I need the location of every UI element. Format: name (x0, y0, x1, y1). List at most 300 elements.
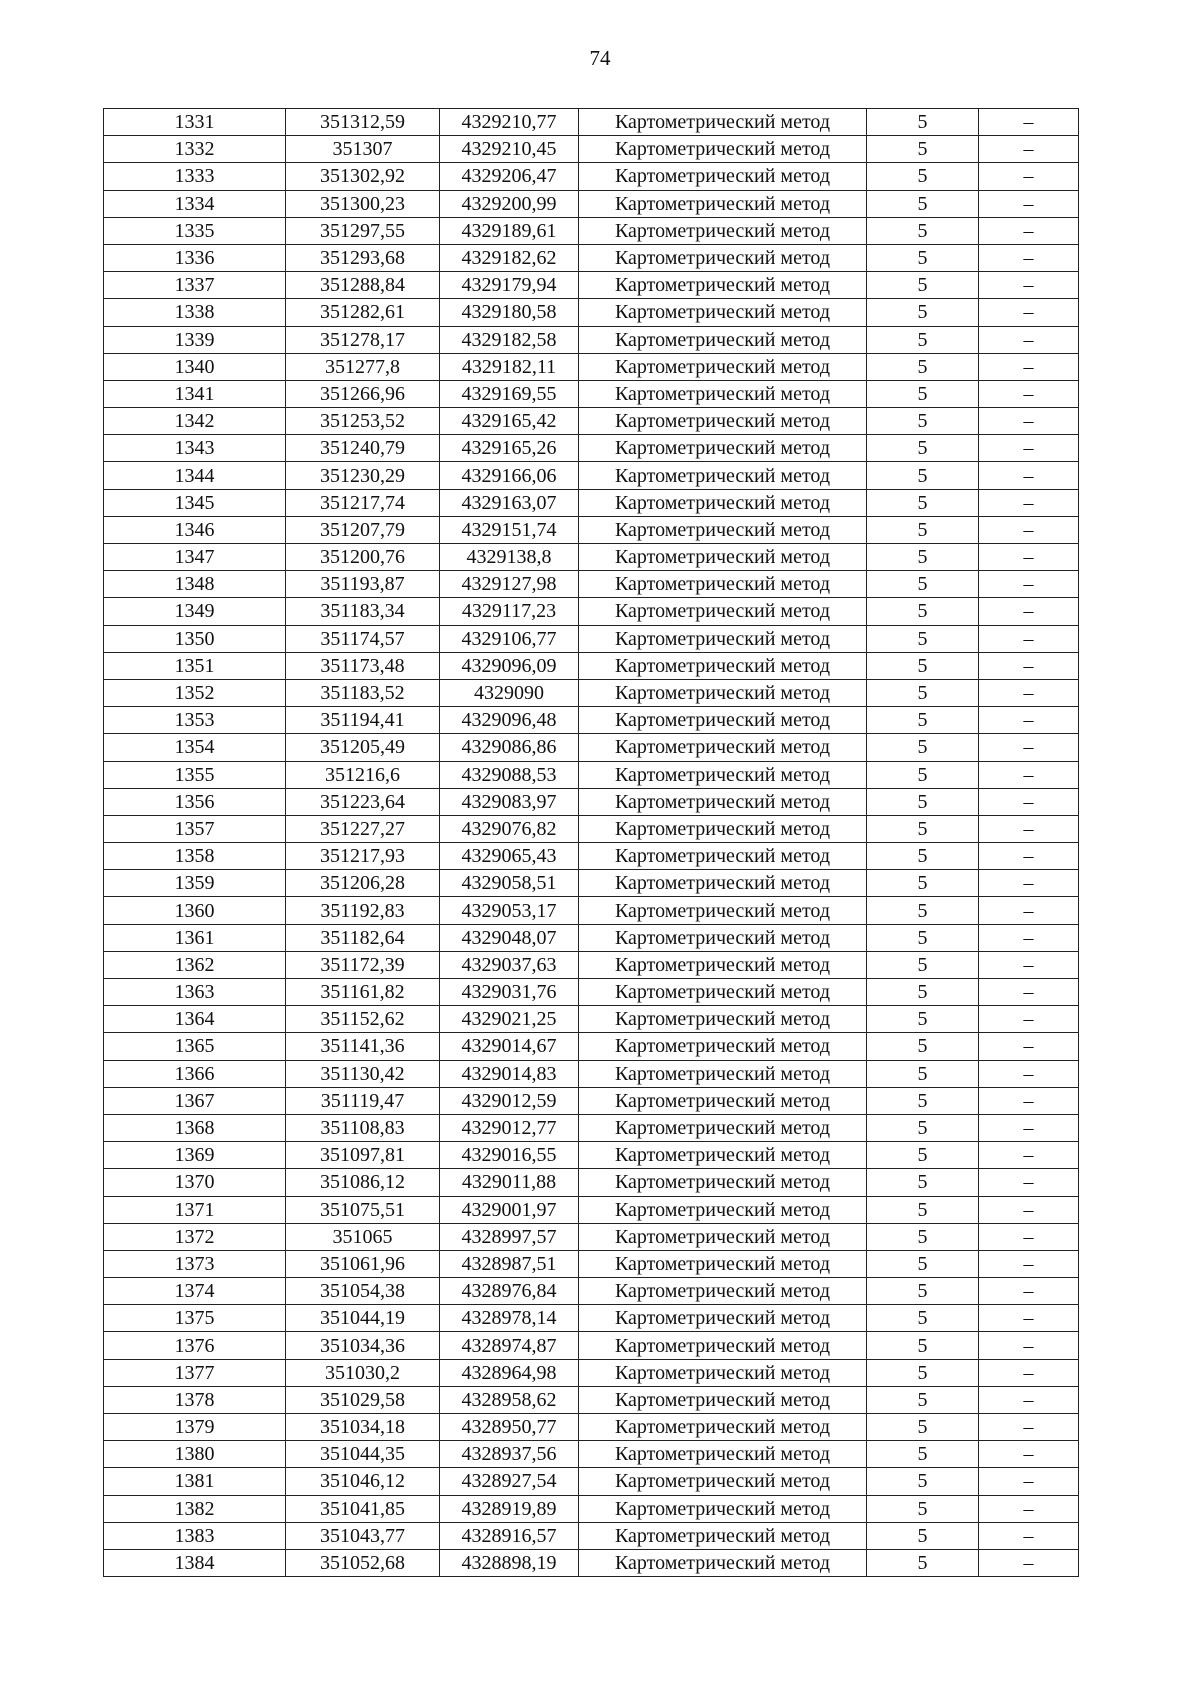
dash-cell: – (979, 1006, 1079, 1033)
dash-cell: – (979, 897, 1079, 924)
y-coordinate-cell: 4329169,55 (440, 380, 579, 407)
method-cell: Картометрический метод (579, 1549, 867, 1576)
accuracy-cell: 5 (867, 679, 979, 706)
table-row (104, 516, 1079, 543)
table-row (104, 1223, 1079, 1250)
x-coordinate-cell: 351206,28 (286, 870, 440, 897)
x-coordinate-cell: 351217,93 (286, 843, 440, 870)
y-coordinate-cell: 4328997,57 (440, 1223, 579, 1250)
table-row (104, 924, 1079, 951)
x-coordinate-cell: 351061,96 (286, 1250, 440, 1277)
method-cell: Картометрический метод (579, 707, 867, 734)
point-number-cell: 1375 (104, 1305, 286, 1332)
y-coordinate-cell: 4329210,77 (440, 109, 579, 136)
accuracy-cell: 5 (867, 1196, 979, 1223)
y-coordinate-cell: 4329014,83 (440, 1060, 579, 1087)
accuracy-cell: 5 (867, 299, 979, 326)
y-coordinate-cell: 4329086,86 (440, 734, 579, 761)
accuracy-cell: 5 (867, 1114, 979, 1141)
method-cell: Картометрический метод (579, 1142, 867, 1169)
dash-cell: – (979, 1114, 1079, 1141)
y-coordinate-cell: 4329151,74 (440, 516, 579, 543)
point-number-cell: 1335 (104, 217, 286, 244)
x-coordinate-cell: 351052,68 (286, 1549, 440, 1576)
dash-cell: – (979, 652, 1079, 679)
table-row (104, 326, 1079, 353)
dash-cell: – (979, 1278, 1079, 1305)
point-number-cell: 1354 (104, 734, 286, 761)
table-row (104, 1006, 1079, 1033)
table-row (104, 788, 1079, 815)
dash-cell: – (979, 244, 1079, 271)
dash-cell: – (979, 1441, 1079, 1468)
table-row (104, 761, 1079, 788)
dash-cell: – (979, 1549, 1079, 1576)
x-coordinate-cell: 351312,59 (286, 109, 440, 136)
x-coordinate-cell: 351034,36 (286, 1332, 440, 1359)
accuracy-cell: 5 (867, 788, 979, 815)
y-coordinate-cell: 4328916,57 (440, 1522, 579, 1549)
method-cell: Картометрический метод (579, 979, 867, 1006)
table-row (104, 217, 1079, 244)
accuracy-cell: 5 (867, 1522, 979, 1549)
x-coordinate-cell: 351288,84 (286, 272, 440, 299)
accuracy-cell: 5 (867, 979, 979, 1006)
y-coordinate-cell: 4329096,09 (440, 652, 579, 679)
dash-cell: – (979, 924, 1079, 951)
x-coordinate-cell: 351075,51 (286, 1196, 440, 1223)
method-cell: Картометрический метод (579, 380, 867, 407)
point-number-cell: 1334 (104, 190, 286, 217)
y-coordinate-cell: 4329048,07 (440, 924, 579, 951)
x-coordinate-cell: 351194,41 (286, 707, 440, 734)
dash-cell: – (979, 462, 1079, 489)
y-coordinate-cell: 4329182,62 (440, 244, 579, 271)
x-coordinate-cell: 351043,77 (286, 1522, 440, 1549)
dash-cell: – (979, 598, 1079, 625)
x-coordinate-cell: 351174,57 (286, 625, 440, 652)
x-coordinate-cell: 351302,92 (286, 163, 440, 190)
dash-cell: – (979, 489, 1079, 516)
method-cell: Картометрический метод (579, 1060, 867, 1087)
y-coordinate-cell: 4329165,26 (440, 435, 579, 462)
x-coordinate-cell: 351029,58 (286, 1386, 440, 1413)
dash-cell: – (979, 299, 1079, 326)
y-coordinate-cell: 4329138,8 (440, 544, 579, 571)
point-number-cell: 1337 (104, 272, 286, 299)
table-row (104, 1495, 1079, 1522)
point-number-cell: 1349 (104, 598, 286, 625)
y-coordinate-cell: 4328927,54 (440, 1468, 579, 1495)
x-coordinate-cell: 351034,18 (286, 1414, 440, 1441)
method-cell: Картометрический метод (579, 815, 867, 842)
method-cell: Картометрический метод (579, 435, 867, 462)
x-coordinate-cell: 351130,42 (286, 1060, 440, 1087)
point-number-cell: 1370 (104, 1169, 286, 1196)
table-row (104, 734, 1079, 761)
y-coordinate-cell: 4329065,43 (440, 843, 579, 870)
y-coordinate-cell: 4329163,07 (440, 489, 579, 516)
table-row (104, 625, 1079, 652)
y-coordinate-cell: 4328976,84 (440, 1278, 579, 1305)
dash-cell: – (979, 1305, 1079, 1332)
y-coordinate-cell: 4329166,06 (440, 462, 579, 489)
x-coordinate-cell: 351207,79 (286, 516, 440, 543)
page-number: 74 (589, 46, 611, 70)
y-coordinate-cell: 4329096,48 (440, 707, 579, 734)
accuracy-cell: 5 (867, 1278, 979, 1305)
method-cell: Картометрический метод (579, 163, 867, 190)
accuracy-cell: 5 (867, 1250, 979, 1277)
accuracy-cell: 5 (867, 1087, 979, 1114)
dash-cell: – (979, 707, 1079, 734)
method-cell: Картометрический метод (579, 516, 867, 543)
y-coordinate-cell: 4329058,51 (440, 870, 579, 897)
table-row (104, 1414, 1079, 1441)
accuracy-cell: 5 (867, 924, 979, 951)
x-coordinate-cell: 351293,68 (286, 244, 440, 271)
y-coordinate-cell: 4329127,98 (440, 571, 579, 598)
table-row (104, 707, 1079, 734)
dash-cell: – (979, 1223, 1079, 1250)
accuracy-cell: 5 (867, 136, 979, 163)
table-row (104, 1087, 1079, 1114)
method-cell: Картометрический метод (579, 326, 867, 353)
dash-cell: – (979, 516, 1079, 543)
x-coordinate-cell: 351277,8 (286, 353, 440, 380)
method-cell: Картометрический метод (579, 244, 867, 271)
dash-cell: – (979, 679, 1079, 706)
table-row (104, 353, 1079, 380)
x-coordinate-cell: 351240,79 (286, 435, 440, 462)
method-cell: Картометрический метод (579, 951, 867, 978)
y-coordinate-cell: 4329206,47 (440, 163, 579, 190)
accuracy-cell: 5 (867, 815, 979, 842)
accuracy-cell: 5 (867, 462, 979, 489)
accuracy-cell: 5 (867, 1223, 979, 1250)
table-row (104, 544, 1079, 571)
method-cell: Картометрический метод (579, 1196, 867, 1223)
table-row (104, 1196, 1079, 1223)
point-number-cell: 1336 (104, 244, 286, 271)
point-number-cell: 1346 (104, 516, 286, 543)
x-coordinate-cell: 351182,64 (286, 924, 440, 951)
method-cell: Картометрический метод (579, 190, 867, 217)
accuracy-cell: 5 (867, 1441, 979, 1468)
point-number-cell: 1352 (104, 679, 286, 706)
accuracy-cell: 5 (867, 843, 979, 870)
accuracy-cell: 5 (867, 1142, 979, 1169)
table-row (104, 1359, 1079, 1386)
y-coordinate-cell: 4328978,14 (440, 1305, 579, 1332)
x-coordinate-cell: 351230,29 (286, 462, 440, 489)
accuracy-cell: 5 (867, 598, 979, 625)
point-number-cell: 1368 (104, 1114, 286, 1141)
y-coordinate-cell: 4329014,67 (440, 1033, 579, 1060)
point-number-cell: 1357 (104, 815, 286, 842)
dash-cell: – (979, 843, 1079, 870)
table-row (104, 1250, 1079, 1277)
x-coordinate-cell: 351278,17 (286, 326, 440, 353)
point-number-cell: 1350 (104, 625, 286, 652)
point-number-cell: 1371 (104, 1196, 286, 1223)
method-cell: Картометрический метод (579, 1495, 867, 1522)
table-row (104, 462, 1079, 489)
coordinates-table-body (104, 109, 1079, 1577)
dash-cell: – (979, 1332, 1079, 1359)
accuracy-cell: 5 (867, 1468, 979, 1495)
x-coordinate-cell: 351307 (286, 136, 440, 163)
point-number-cell: 1384 (104, 1549, 286, 1576)
point-number-cell: 1360 (104, 897, 286, 924)
dash-cell: – (979, 788, 1079, 815)
method-cell: Картометрический метод (579, 924, 867, 951)
table-row (104, 136, 1079, 163)
method-cell: Картометрический метод (579, 544, 867, 571)
y-coordinate-cell: 4328958,62 (440, 1386, 579, 1413)
accuracy-cell: 5 (867, 897, 979, 924)
y-coordinate-cell: 4329165,42 (440, 408, 579, 435)
x-coordinate-cell: 351223,64 (286, 788, 440, 815)
x-coordinate-cell: 351183,52 (286, 679, 440, 706)
y-coordinate-cell: 4329012,77 (440, 1114, 579, 1141)
method-cell: Картометрический метод (579, 843, 867, 870)
y-coordinate-cell: 4329016,55 (440, 1142, 579, 1169)
x-coordinate-cell: 351054,38 (286, 1278, 440, 1305)
point-number-cell: 1333 (104, 163, 286, 190)
accuracy-cell: 5 (867, 1169, 979, 1196)
table-row (104, 652, 1079, 679)
x-coordinate-cell: 351046,12 (286, 1468, 440, 1495)
x-coordinate-cell: 351300,23 (286, 190, 440, 217)
point-number-cell: 1382 (104, 1495, 286, 1522)
accuracy-cell: 5 (867, 707, 979, 734)
accuracy-cell: 5 (867, 435, 979, 462)
accuracy-cell: 5 (867, 1386, 979, 1413)
accuracy-cell: 5 (867, 1332, 979, 1359)
x-coordinate-cell: 351282,61 (286, 299, 440, 326)
y-coordinate-cell: 4329088,53 (440, 761, 579, 788)
x-coordinate-cell: 351173,48 (286, 652, 440, 679)
table-row (104, 679, 1079, 706)
dash-cell: – (979, 326, 1079, 353)
method-cell: Картометрический метод (579, 625, 867, 652)
point-number-cell: 1345 (104, 489, 286, 516)
table-row (104, 190, 1079, 217)
method-cell: Картометрический метод (579, 652, 867, 679)
table-row (104, 843, 1079, 870)
table-row (104, 435, 1079, 462)
y-coordinate-cell: 4328937,56 (440, 1441, 579, 1468)
dash-cell: – (979, 217, 1079, 244)
point-number-cell: 1348 (104, 571, 286, 598)
y-coordinate-cell: 4329053,17 (440, 897, 579, 924)
dash-cell: – (979, 1495, 1079, 1522)
point-number-cell: 1365 (104, 1033, 286, 1060)
table-row (104, 1441, 1079, 1468)
method-cell: Картометрический метод (579, 1468, 867, 1495)
dash-cell: – (979, 1169, 1079, 1196)
x-coordinate-cell: 351200,76 (286, 544, 440, 571)
table-row (104, 870, 1079, 897)
method-cell: Картометрический метод (579, 272, 867, 299)
point-number-cell: 1374 (104, 1278, 286, 1305)
point-number-cell: 1369 (104, 1142, 286, 1169)
dash-cell: – (979, 353, 1079, 380)
y-coordinate-cell: 4329200,99 (440, 190, 579, 217)
method-cell: Картометрический метод (579, 136, 867, 163)
y-coordinate-cell: 4329210,45 (440, 136, 579, 163)
x-coordinate-cell: 351253,52 (286, 408, 440, 435)
y-coordinate-cell: 4328950,77 (440, 1414, 579, 1441)
dash-cell: – (979, 734, 1079, 761)
table-row (104, 109, 1079, 136)
point-number-cell: 1356 (104, 788, 286, 815)
x-coordinate-cell: 351119,47 (286, 1087, 440, 1114)
dash-cell: – (979, 1087, 1079, 1114)
table-row (104, 1060, 1079, 1087)
point-number-cell: 1351 (104, 652, 286, 679)
y-coordinate-cell: 4329106,77 (440, 625, 579, 652)
method-cell: Картометрический метод (579, 462, 867, 489)
table-row (104, 163, 1079, 190)
table-row (104, 489, 1079, 516)
accuracy-cell: 5 (867, 380, 979, 407)
y-coordinate-cell: 4328974,87 (440, 1332, 579, 1359)
x-coordinate-cell: 351192,83 (286, 897, 440, 924)
y-coordinate-cell: 4328964,98 (440, 1359, 579, 1386)
y-coordinate-cell: 4329001,97 (440, 1196, 579, 1223)
point-number-cell: 1376 (104, 1332, 286, 1359)
coordinates-table (103, 108, 1079, 1577)
point-number-cell: 1358 (104, 843, 286, 870)
table-row (104, 897, 1079, 924)
method-cell: Картометрический метод (579, 1414, 867, 1441)
method-cell: Картометрический метод (579, 109, 867, 136)
accuracy-cell: 5 (867, 109, 979, 136)
y-coordinate-cell: 4329031,76 (440, 979, 579, 1006)
method-cell: Картометрический метод (579, 571, 867, 598)
x-coordinate-cell: 351097,81 (286, 1142, 440, 1169)
table-row (104, 571, 1079, 598)
accuracy-cell: 5 (867, 244, 979, 271)
method-cell: Картометрический метод (579, 1332, 867, 1359)
method-cell: Картометрический метод (579, 408, 867, 435)
y-coordinate-cell: 4328987,51 (440, 1250, 579, 1277)
x-coordinate-cell: 351266,96 (286, 380, 440, 407)
table-row (104, 1522, 1079, 1549)
table-row (104, 1305, 1079, 1332)
accuracy-cell: 5 (867, 870, 979, 897)
point-number-cell: 1380 (104, 1441, 286, 1468)
dash-cell: – (979, 1468, 1079, 1495)
method-cell: Картометрический метод (579, 788, 867, 815)
accuracy-cell: 5 (867, 1060, 979, 1087)
point-number-cell: 1347 (104, 544, 286, 571)
method-cell: Картометрический метод (579, 299, 867, 326)
dash-cell: – (979, 1250, 1079, 1277)
x-coordinate-cell: 351065 (286, 1223, 440, 1250)
x-coordinate-cell: 351044,35 (286, 1441, 440, 1468)
dash-cell: – (979, 380, 1079, 407)
y-coordinate-cell: 4329011,88 (440, 1169, 579, 1196)
table-row (104, 408, 1079, 435)
dash-cell: – (979, 408, 1079, 435)
y-coordinate-cell: 4329076,82 (440, 815, 579, 842)
x-coordinate-cell: 351216,6 (286, 761, 440, 788)
x-coordinate-cell: 351172,39 (286, 951, 440, 978)
table-row (104, 272, 1079, 299)
dash-cell: – (979, 435, 1079, 462)
point-number-cell: 1355 (104, 761, 286, 788)
table-row (104, 815, 1079, 842)
dash-cell: – (979, 951, 1079, 978)
accuracy-cell: 5 (867, 408, 979, 435)
point-number-cell: 1332 (104, 136, 286, 163)
method-cell: Картометрический метод (579, 679, 867, 706)
method-cell: Картометрический метод (579, 1033, 867, 1060)
method-cell: Картометрический метод (579, 1441, 867, 1468)
method-cell: Картометрический метод (579, 761, 867, 788)
accuracy-cell: 5 (867, 544, 979, 571)
dash-cell: – (979, 870, 1079, 897)
point-number-cell: 1353 (104, 707, 286, 734)
table-row (104, 598, 1079, 625)
accuracy-cell: 5 (867, 1305, 979, 1332)
accuracy-cell: 5 (867, 1495, 979, 1522)
point-number-cell: 1373 (104, 1250, 286, 1277)
y-coordinate-cell: 4329182,11 (440, 353, 579, 380)
point-number-cell: 1378 (104, 1386, 286, 1413)
method-cell: Картометрический метод (579, 734, 867, 761)
dash-cell: – (979, 1196, 1079, 1223)
method-cell: Картометрический метод (579, 1114, 867, 1141)
dash-cell: – (979, 1386, 1079, 1413)
dash-cell: – (979, 272, 1079, 299)
y-coordinate-cell: 4329117,23 (440, 598, 579, 625)
accuracy-cell: 5 (867, 625, 979, 652)
accuracy-cell: 5 (867, 163, 979, 190)
x-coordinate-cell: 351041,85 (286, 1495, 440, 1522)
x-coordinate-cell: 351183,34 (286, 598, 440, 625)
dash-cell: – (979, 190, 1079, 217)
point-number-cell: 1340 (104, 353, 286, 380)
dash-cell: – (979, 1033, 1079, 1060)
point-number-cell: 1379 (104, 1414, 286, 1441)
accuracy-cell: 5 (867, 1359, 979, 1386)
accuracy-cell: 5 (867, 734, 979, 761)
method-cell: Картометрический метод (579, 1006, 867, 1033)
point-number-cell: 1339 (104, 326, 286, 353)
accuracy-cell: 5 (867, 1549, 979, 1576)
accuracy-cell: 5 (867, 217, 979, 244)
method-cell: Картометрический метод (579, 1087, 867, 1114)
method-cell: Картометрический метод (579, 1169, 867, 1196)
dash-cell: – (979, 1522, 1079, 1549)
accuracy-cell: 5 (867, 190, 979, 217)
point-number-cell: 1372 (104, 1223, 286, 1250)
method-cell: Картометрический метод (579, 1250, 867, 1277)
accuracy-cell: 5 (867, 1033, 979, 1060)
table-row (104, 380, 1079, 407)
y-coordinate-cell: 4329037,63 (440, 951, 579, 978)
method-cell: Картометрический метод (579, 1359, 867, 1386)
y-coordinate-cell: 4328898,19 (440, 1549, 579, 1576)
y-coordinate-cell: 4329182,58 (440, 326, 579, 353)
x-coordinate-cell: 351227,27 (286, 815, 440, 842)
dash-cell: – (979, 761, 1079, 788)
point-number-cell: 1364 (104, 1006, 286, 1033)
